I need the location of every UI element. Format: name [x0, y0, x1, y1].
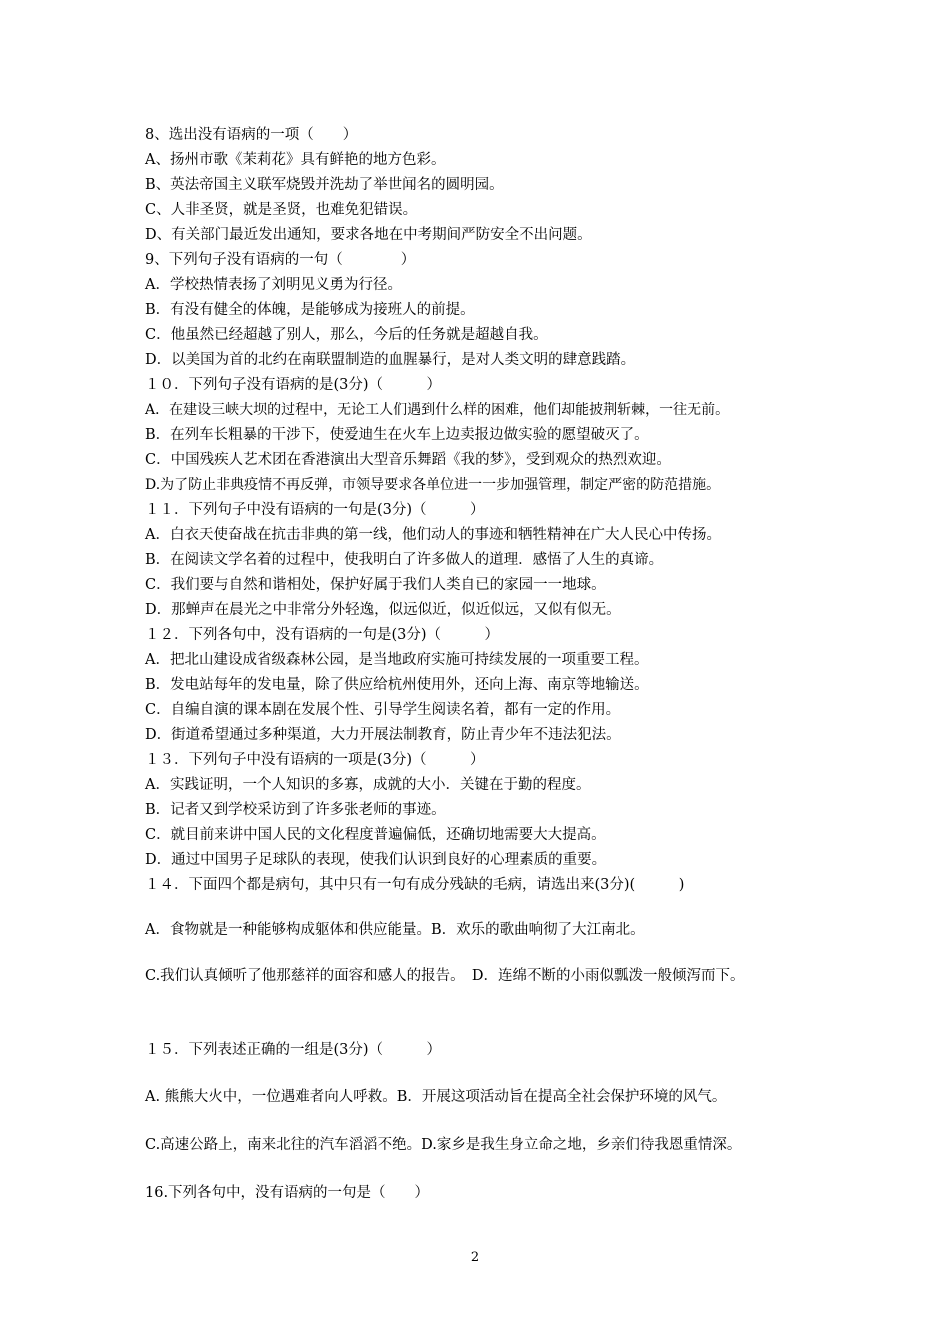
question-10-option-d: D.为了防止非典疫情不再反弹，市领导要求各单位进一一步加强管理，制定严密的防范措施。: [145, 477, 721, 493]
question-8-option-c: C、人非圣贤，就是圣贤，也难免犯错误。: [145, 202, 418, 218]
question-11-option-b: B．在阅读文学名着的过程中，使我明白了许多做人的道理．感悟了人生的真谛。: [145, 552, 664, 568]
question-13-stem: １３．下列句子中没有语病的一项是(3分)（ ）: [145, 752, 485, 768]
question-9-stem: 9、下列句子没有语病的一句（ ）: [145, 252, 416, 268]
question-15-stem: １５．下列表述正确的一组是(3分)（ ）: [145, 1042, 442, 1058]
question-12-option-d: D．街道希望通过多种渠道，大力开展法制教育，防止青少年不违法犯法。: [145, 727, 621, 743]
question-12-option-c: C．自编自演的课本剧在发展个性、引导学生阅读名着，都有一定的作用。: [145, 702, 621, 718]
page-number: 2: [470, 1250, 480, 1265]
question-15-options-ab: A. 熊熊大火中，一位遇难者向人呼救。B．开展这项活动旨在提高全社会保护环境的风气。: [145, 1089, 727, 1105]
question-9-option-c: C．他虽然已经超越了别人，那么，今后的任务就是超越自我。: [145, 327, 548, 343]
question-9-option-d: D．以美国为首的北约在南联盟制造的血腥暴行，是对人类文明的肆意践踏。: [145, 352, 636, 368]
question-11-option-c: C．我们要与自然和谐相处，保护好属于我们人类自已的家园一一地球。: [145, 577, 606, 593]
question-12-option-a: A．把北山建设成省级森林公园，是当地政府实施可持续发展的一项重要工程。: [145, 652, 649, 668]
question-8-option-b: B、英法帝国主义联军烧毁并洗劫了举世闻名的圆明园。: [145, 177, 504, 193]
question-13-option-b: B．记者又到学校采访到了许多张老师的事迹。: [145, 802, 446, 818]
question-14-stem: １４．下面四个都是病句，其中只有一句有成分残缺的毛病，请选出来(3分)( ): [145, 877, 685, 893]
question-11-stem: １１．下列句子中没有语病的一句是(3分)（ ）: [145, 502, 485, 518]
question-10-stem: １０．下列句子没有语病的是(3分)（ ）: [145, 377, 442, 393]
question-13-option-c: C．就目前来讲中国人民的文化程度普遍偏低，还确切地需要大大提高。: [145, 827, 606, 843]
question-14-options-ab: A．食物就是一种能够构成躯体和供应能量。B．欢乐的歌曲响彻了大江南北。: [145, 922, 645, 938]
question-8-stem: 8、选出没有语病的一项（ ）: [145, 127, 358, 143]
question-11-option-a: A．白衣天使奋战在抗击非典的第一线，他们动人的事迹和牺牲精神在广大人民心中传扬。: [145, 527, 721, 543]
question-10-option-c: C．中国残疾人艺术团在香港演出大型音乐舞蹈《我的梦》，受到观众的热烈欢迎。: [145, 452, 671, 468]
question-12-option-b: B．发电站每年的发电量，除了供应给杭州使用外，还向上海、南京等地输送。: [145, 677, 649, 693]
question-15-options-cd: C.高速公路上，南来北往的汽车滔滔不绝。D.家乡是我生身立命之地，乡亲们待我恩重情深。: [145, 1137, 742, 1153]
question-8-option-d: D、有关部门最近发出通知，要求各地在中考期间严防安全不出问题。: [145, 227, 592, 243]
question-9-option-b: B．有没有健全的体魄，是能够成为接班人的前提。: [145, 302, 475, 318]
question-14-options-cd: C.我们认真倾听了他那慈祥的面容和感人的报告。 D．连绵不断的小雨似瓢泼一般倾泻而下。: [145, 968, 745, 984]
question-16-stem: 16.下列各句中，没有语病的一句是（ ）: [145, 1185, 430, 1201]
question-12-stem: １２．下列各句中，没有语病的一句是(3分)（ ）: [145, 627, 500, 643]
question-11-option-d: D．那蝉声在晨光之中非常分外轻逸，似远似近，似近似远，又似有似无。: [145, 602, 621, 618]
question-13-option-d: D．通过中国男子足球队的表现，使我们认识到良好的心理素质的重要。: [145, 852, 607, 868]
question-10-option-a: A．在建设三峡大坝的过程中，无论工人们遇到什么样的困难，他们却能披荆斩棘，一往无前。: [145, 402, 730, 418]
question-9-option-a: A．学校热情表扬了刘明见义勇为行径。: [145, 277, 402, 293]
question-10-option-b: B．在列车长粗暴的干涉下，使爱迪生在火车上边卖报边做实验的愿望破灭了。: [145, 427, 649, 443]
question-8-option-a: A、扬州市歌《茉莉花》具有鲜艳的地方色彩。: [145, 152, 446, 168]
question-13-option-a: A．实践证明，一个人知识的多寡，成就的大小．关键在于勤的程度。: [145, 777, 591, 793]
